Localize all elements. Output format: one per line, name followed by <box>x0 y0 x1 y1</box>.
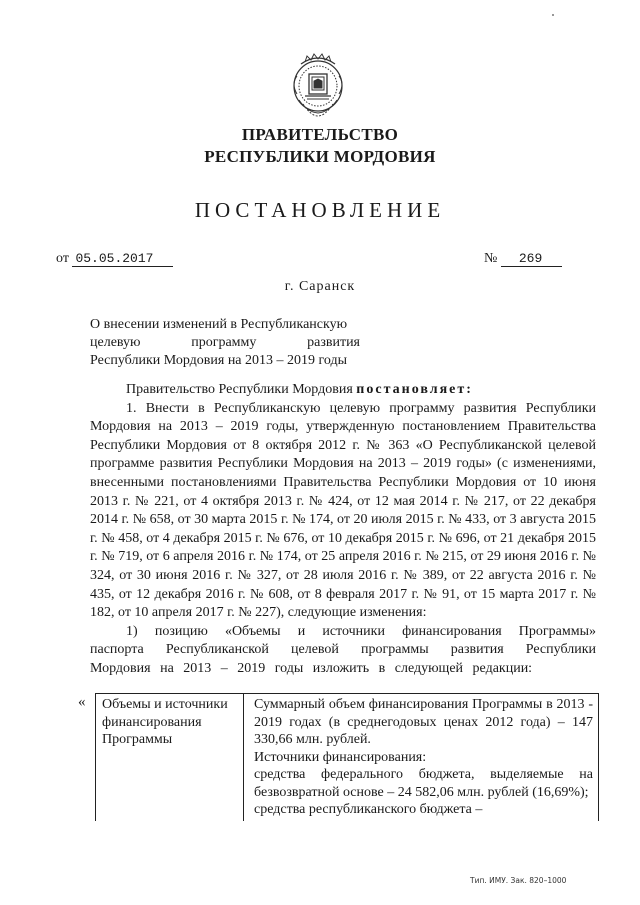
document-body <box>90 381 596 679</box>
number-line <box>484 251 562 267</box>
table-right-cell <box>244 694 598 821</box>
subject-line3: Республики Мордовия на 2013 – 2019 годы <box>90 353 348 368</box>
funding-sources-heading: Источники финансирования: <box>254 749 427 765</box>
intro-text: Правительство Республики Мордовия <box>126 382 357 397</box>
coat-of-arms-emblem <box>285 50 351 120</box>
document-type-title: ПОСТАНОВЛЕНИЕ <box>194 198 446 222</box>
date-line <box>56 251 173 267</box>
document-subject <box>90 316 360 370</box>
funding-republican: средства республиканского бюджета – <box>254 802 483 817</box>
funding-table <box>95 693 599 821</box>
city: г. Саранск <box>284 279 356 294</box>
subject-line2: целевую программу развития <box>90 335 360 350</box>
intro-paragraph <box>90 381 596 400</box>
intro-resolves: постановляет: <box>356 382 473 397</box>
government-name-line1: ПРАВИТЕЛЬСТВО <box>241 125 399 144</box>
document-number: 269 <box>501 252 562 267</box>
table-cut-off <box>95 822 597 828</box>
document-date: 05.05.2017 <box>72 252 173 267</box>
funding-federal: средства федерального бюджета, выделяемые на безвозвратной основе – 24 582,06 млн. рублей (16,69%); <box>254 767 593 800</box>
scan-speck <box>552 14 554 16</box>
table-left-cell: Объемы и источники финансирования Программы <box>96 694 244 821</box>
item-1-paragraph: 1. Внести в Республиканскую целевую программу развития Республики Мордовия на 2013 – 2019 годы, утвержденную постановлением Правительства Республики Мордовия от 8 октября 2012 г. № 363 «О Республиканской целевой программе развития Республики Мордовия на 2013 – 2019 годы» (с изменениями, внесенными постановлениями Правительства Республики Мордовия от 10 июня 2013 г. № 221, от 4 октября 2013 г. № 424, от 12 мая 2014 г. № 217, от 22 декабря 2014 г. № 658, от 30 марта 2015 г. № 174, от 20 июля 2015 г. № 433, от 3 августа 2015 г. № 458, от 4 декабря 2015 г. № 676, от 10 декабря 2015 г. № 696, от 21 декабря 2015 г. № 719, от 6 апреля 2016 г. № 174, от 25 апреля 2016 г. № 215, от 29 июня 2016 г. № 324, от 30 июня 2016 г. № 327, от 28 июля 2016 г. № 389, от 22 августа 2016 г. № 435, от 12 декабря 2016 г. № 608, от 8 февраля 2017 г. № 91, от 15 марта 2017 г. № 182, от 10 апреля 2017 г. № 227), следующие изменения: <box>90 400 596 621</box>
funding-total: Суммарный объем финансирования Программы в 2013 - 2019 годах (в среднегодовых ценах 2012 года) – 147 330,66 млн. рублей. <box>254 697 593 747</box>
subject-line1: О внесении изменений в Республиканскую <box>90 317 348 332</box>
printing-mark: Тип. ИМУ. Зак. 820–1000 <box>470 876 567 885</box>
opening-quote: « <box>78 694 86 710</box>
date-prefix: от <box>56 251 69 266</box>
number-prefix: № <box>484 251 498 266</box>
government-name-line2: РЕСПУБЛИКИ МОРДОВИЯ <box>204 147 436 166</box>
item-1-1-paragraph: 1) позицию «Объемы и источники финансирования Программы» паспорта Республиканской целевой программы развития Республики Мордовия на 2013 – 2019 годы изложить в следующей редакции: <box>90 623 596 676</box>
